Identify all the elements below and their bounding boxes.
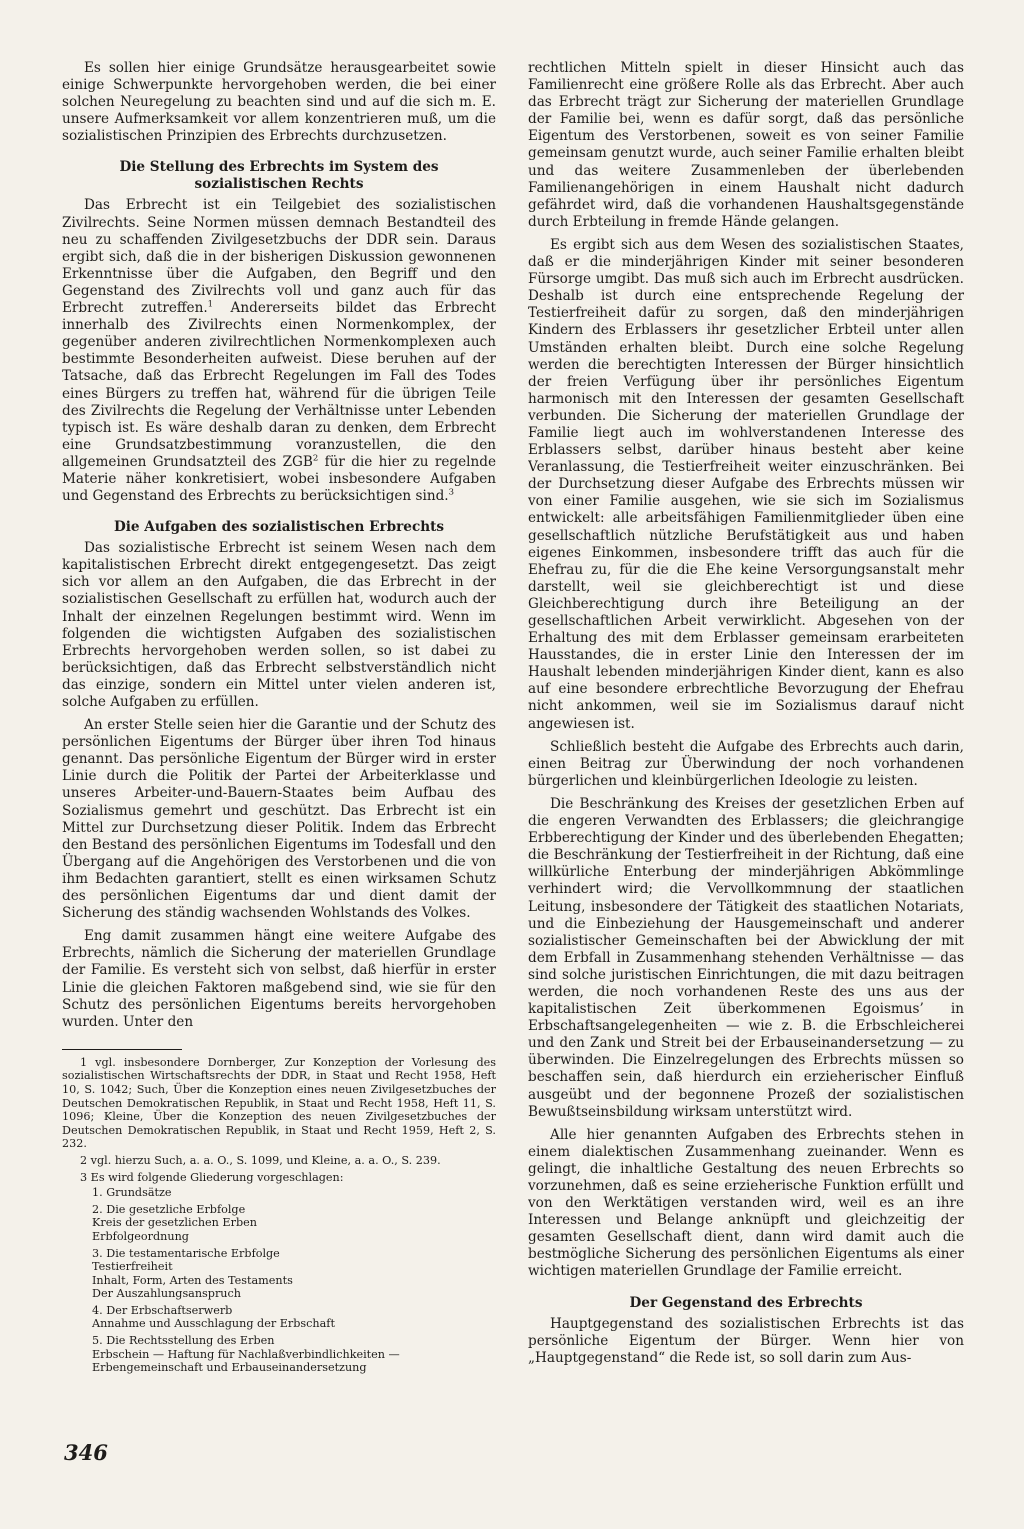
- outline-item-label: 3. Die testamentarische Erbfolge: [92, 1246, 280, 1260]
- left-column: [62, 60, 496, 1480]
- outline-item: [92, 1186, 496, 1200]
- outline-item: [92, 1247, 496, 1301]
- outline-item: [92, 1334, 496, 1375]
- outline-item: [92, 1304, 496, 1331]
- paragraph-minderjaehrige: Es ergibt sich aus dem Wesen des sozialistischen Staates, daß er die minderjährigen Kinder mit seiner besonderen Fürsorge umgibt. Das muß sich auch im Erbrecht ausdrücken. Deshalb ist durch eine entsprechende Regelung der Testierfreiheit dafür zu sorgen, daß den minderjährigen Kindern des Erblassers ihr gesetzlicher Erbteil unter allen Umständen erhalten bleibt. Durch eine solche Regelung werden die berechtigten Interessen der Bürger hinsichtlich der freien Verfügung über ihr persönliches Eigentum harmonisch mit den Interessen der gesamten Gesellschaft verbunden. Die Sicherung der materiellen Grundlage der Familie liegt auch im wohlverstandenen Interesse des Erblassers selbst, darüber hinaus besteht aber keine Veranlassung, die Testierfreiheit weiter einzuschränken. Bei der Durchsetzung dieser Aufgabe des Erbrechts müssen wir von einer Familie ausgehen, wie sie sich im Sozialismus entwickelt: alle arbeitsfähigen Familienmitglieder üben eine gesellschaftlich nützliche Berufstätigkeit aus und haben eigenes Einkommen, insbesondere trifft das auch für die Ehefrau zu, für die die Ehe keine Versorgungsanstalt mehr darstellt, weil sie gleichberechtigt ist und diese Gleichberechtigung durch ihre Beteiligung an der gesellschaftlichen Arbeit verwirklicht. Abgesehen von der Erhaltung des mit dem Erblasser gemeinsam erarbeiteten Hausstandes, die in erster Linie den Interessen der im Haushalt lebenden minderjährigen Kinder dient, kann es also auf eine besondere erbrechtliche Bevorzugung der Ehefrau nicht ankommen, weil sie im Sozialismus darauf nicht angewiesen ist.: [528, 236, 964, 732]
- paragraph-stellung-part-b: Andererseits bildet das Erbrecht innerhalb des Zivilrechts einen Normenkomplex, der gegenüber anderen zivilrechtlichen Normenkomplexen auch bestimmte Besonderheiten aufweist. Diese beruhen auf der Tatsache, daß das Erbrecht Regelungen im Fall des Todes eines Bürgers zu treffen hat, während für die übrigen Teile des Zivilrechts die Regelung der Verhältnisse unter Lebenden typisch ist. Es wäre deshalb daran zu denken, dem Erbrecht eine Grundsatzbestimmung voranzustellen, die den allgemeinen Grundsatzteil des ZGB: [62, 300, 496, 470]
- paragraph-aufgaben-3: Eng damit zusammen hängt eine weitere Aufgabe des Erbrechts, nämlich die Sicherung der materiellen Grundlage der Familie. Es versteht sich von selbst, daß hierfür in erster Linie die gleichen Faktoren maßgebend sind, wie sie für den Schutz des persönlichen Eigentums bereits hervorgehoben wurden. Unter den: [62, 928, 496, 1030]
- paragraph-ideologie: Schließlich besteht die Aufgabe des Erbrechts auch darin, einen Beitrag zur Überwindung der noch vorhandenen bürgerlichen und kleinbürgerlichen Ideologie zu leisten.: [528, 738, 964, 789]
- section-heading-stellung: Die Stellung des Erbrechts im System des sozialistischen Rechts: [119, 159, 439, 193]
- footnote-ref-1: 1: [207, 299, 214, 310]
- outline-item-label: 4. Der Erbschaftserwerb: [92, 1303, 233, 1317]
- outline-item-label: 1. Grundsätze: [92, 1186, 172, 1200]
- outline-subitem: Erbschein — Haftung für Nachlaßverbindlichkeiten — Erbengemeinschaft und Erbauseinandersetzung: [92, 1347, 400, 1375]
- outline-subitem: Annahme und Ausschlagung der Erbschaft: [92, 1317, 335, 1331]
- outline-subitem: Testierfreiheit: [92, 1260, 173, 1274]
- paragraph-stellung-part-c: für die hier zu regelnde Materie näher konkretisiert, wobei insbesondere Aufgaben und Gegenstand des Erbrechts zu berücksichtigen sind.: [62, 453, 496, 505]
- paragraph-aufgaben-1: Das sozialistische Erbrecht ist seinem Wesen nach dem kapitalistischen Erbrecht direkt entgegengesetzt. Das zeigt sich vor allem an den Aufgaben, die das Erbrecht in der sozialistischen Gesellschaft zu erfüllen hat, wodurch auch der Inhalt der einzelnen Regelungen bestimmt wird. Wenn im folgenden die wichtigsten Aufgaben des sozialistischen Erbrechts hervorgehoben werden sollen, so ist dabei zu berücksichtigen, daß das Erbrecht selbstverständlich nicht das einzige, sondern ein Mittel unter vielen anderen ist, solche Aufgaben zu erfüllen.: [62, 540, 496, 710]
- footnote-3-intro: 3 Es wird folgende Gliederung vorgeschlagen:: [80, 1170, 344, 1184]
- footnote-ref-3: 3: [448, 487, 455, 498]
- footnote-divider: [62, 1049, 182, 1050]
- outline-subitem: Erbfolgeordnung: [92, 1229, 189, 1243]
- footnote-1: 1 vgl. insbesondere Dornberger, Zur Konzeption der Vorlesung des sozialistischen Wirtschaftsrechts der DDR, in Staat und Recht 1958, Heft 10, S. 1042; Such, Über die Konzeption eines neuen Zivilgesetzbuches der Deutschen Demokratischen Republik, in Staat und Recht 1958, Heft 11, S. 1096; Kleine, Über die Konzeption des neuen Zivilgesetzbuches der Deutschen Demokratischen Republik, in Staat und Recht 1959, Heft 2, S. 232.: [62, 1055, 496, 1151]
- paragraph-stellung-part-a: Das Erbrecht ist ein Teilgebiet des sozialistischen Zivilrechts. Seine Normen müssen demnach Bestandteil des neu zu schaffenden Zivilgesetzbuchs der DDR sein. Daraus ergibt sich, daß die in der bisherigen Diskussion gewonnenen Erkenntnisse über die Aufgaben, den Begriff und den Gegenstand des Zivilrechts voll und ganz auch für das Erbrecht zutreffen.: [62, 197, 496, 317]
- page-number: 346: [64, 1440, 108, 1465]
- section-heading-aufgaben: Die Aufgaben des sozialistischen Erbrechts: [113, 519, 445, 536]
- paragraph-intro: Es sollen hier einige Grundsätze herausgearbeitet sowie einige Schwerpunkte hervorgehoben werden, die bei einer solchen Neuregelung zu beachten sind und auf die sich m. E. unsere Aufmerksamkeit vor allem konzentrieren muß, um die sozialistischen Prinzipien des Erbrechts durchzusetzen.: [62, 60, 496, 145]
- footnote-2: 2 vgl. hierzu Such, a. a. O., S. 1099, und Kleine, a. a. O., S. 239.: [80, 1153, 441, 1167]
- footnote-ref-2: 2: [312, 453, 319, 464]
- paragraph-dialektik: Alle hier genannten Aufgaben des Erbrechts stehen in einem dialektischen Zusammenhang zueinander. Wenn es gelingt, die inhaltliche Gestaltung des neuen Erbrechts so vorzunehmen, daß es seine erzieherische Funktion erfüllt und von den Werktätigen verstanden wird, weil es an ihre Interessen und Belange anknüpft und gleichzeitig der gesamten Gesellschaft dient, dann wird damit auch die bestmögliche Sicherung des persönlichen Eigentums als einer wichtigen materiellen Grundlage der Familie erreicht.: [528, 1126, 964, 1280]
- outline-item-label: 2. Die gesetzliche Erbfolge: [92, 1202, 246, 1216]
- paragraph-gegenstand: Hauptgegenstand des sozialistischen Erbrechts ist das persönliche Eigentum der Bürger. Wenn hier von „Hauptgegenstand“ die Rede ist, so soll darin zum Aus-: [528, 1315, 964, 1366]
- paragraph-beschraenkung: Die Beschränkung des Kreises der gesetzlichen Erben auf die engeren Verwandten des Erblassers; die gleichrangige Erbberechtigung der Kinder und des überlebenden Ehegatten; die Beschränkung der Testierfreiheit in der Richtung, daß eine willkürliche Enterbung der minderjährigen Abkömmlinge verhindert wird; die Vervollkommnung der staatlichen Leitung, insbesondere der Tätigkeit des staatlichen Notariats, und die Einbeziehung der Hausgemeinschaft und anderer sozialistischer Gemeinschaften bei der Abwicklung der mit dem Erbfall in Zusammenhang stehenden Verhältnisse — das sind solche juristischen Einrichtungen, die mit dazu beitragen werden, die noch vorhandenen Reste des uns aus der kapitalistischen Zeit überkommenen Egoismus’ in Erbschaftsangelegenheiten — wie z. B. die Erbschleicherei und den Zank und Streit bei der Erbauseinandersetzung — zu überwinden. Die Einzelregelungen des Erbrechts müssen so beschaffen sein, daß hierdurch ein erzieherischer Einfluß ausgeübt und der begonnene Prozeß der sozialistischen Bewußtseinsbildung wirksam unterstützt wird.: [528, 795, 964, 1120]
- right-column: [528, 60, 964, 1480]
- footnotes: [62, 1049, 496, 1375]
- outline-subitem: Der Auszahlungsanspruch: [92, 1287, 241, 1301]
- outline-item-label: 5. Die Rechtsstellung des Erben: [92, 1334, 275, 1348]
- paragraph-aufgaben-2: An erster Stelle seien hier die Garantie und der Schutz des persönlichen Eigentums der Bürger über ihren Tod hinaus genannt. Das persönliche Eigentum der Bürger wird in erster Linie durch die Politik der Partei der Arbeiterklasse und unseres Arbeiter-und-Bauern-Staates beim Aufbau des Sozialismus gemehrt und geschützt. Das Erbrecht ist ein Mittel zur Durchsetzung dieser Politik. Indem das Erbrecht den Bestand des persönlichen Eigentums im Todesfall und den Übergang auf die Angehörigen des Verstorbenen und die von ihm Bedachten garantiert, stellt es einen wirksamen Schutz des persönlichen Eigentums dar und dient damit der Sicherung des ständig wachsenden Wohlstands des Volkes.: [62, 717, 496, 922]
- paragraph-continued: rechtlichen Mitteln spielt in dieser Hinsicht auch das Familienrecht eine größere Rolle als das Erbrecht. Aber auch das Erbrecht trägt zur Sicherung der materiellen Grundlage der Familie bei, wenn es dafür sorgt, daß das persönliche Eigentum des Verstorbenen, soweit es von seiner Familie gemeinsam genutzt wurde, auch seiner Familie erhalten bleibt und das weitere Zusammenleben der überlebenden Familienangehörigen in einem Haushalt nicht dadurch gefährdet wird, daß die vorhandenen Haushaltsgegenstände durch Erbteilung in fremde Hände gelangen.: [528, 60, 964, 230]
- section-heading-gegenstand: Der Gegenstand des Erbrechts: [629, 1294, 863, 1311]
- outline-subitem: Kreis der gesetzlichen Erben: [92, 1216, 257, 1230]
- outline-item: [92, 1203, 496, 1244]
- outline-subitem: Inhalt, Form, Arten des Testaments: [92, 1273, 293, 1287]
- outline-list: [92, 1186, 496, 1375]
- paragraph-stellung: [62, 197, 496, 505]
